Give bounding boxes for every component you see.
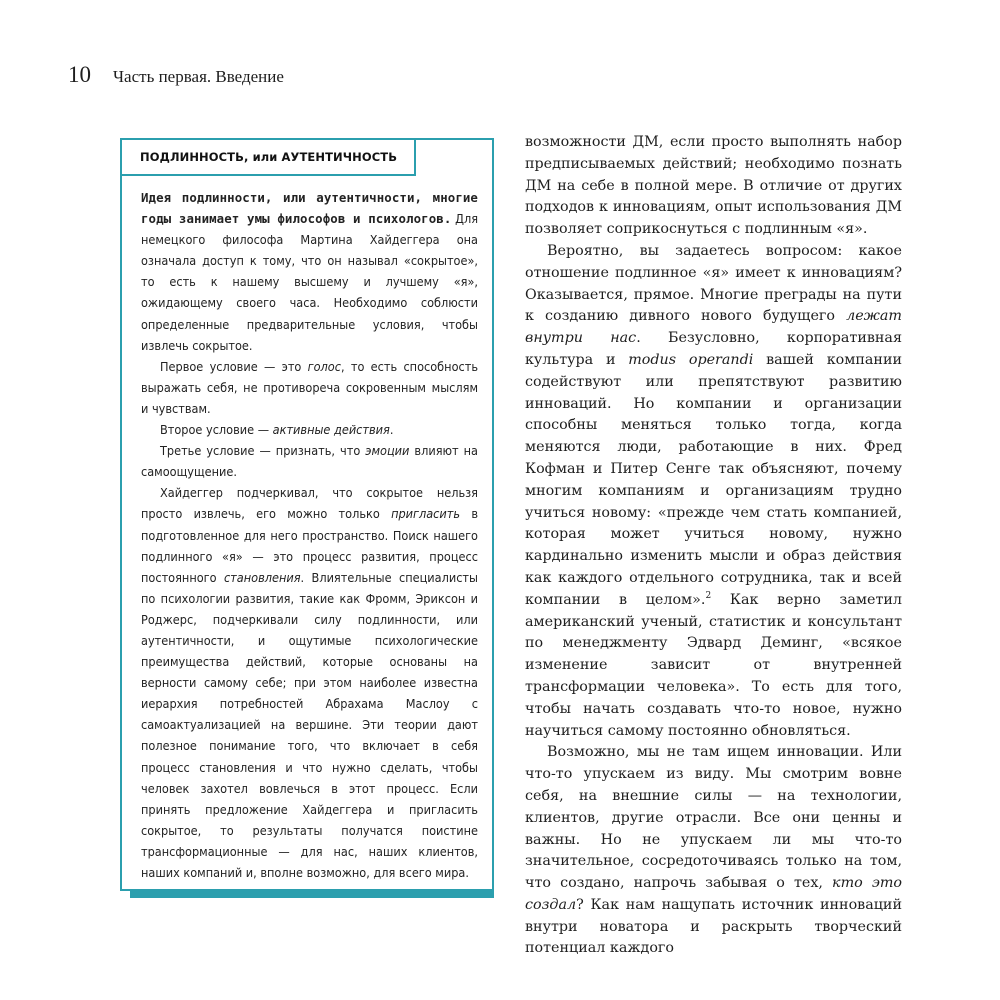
sidebar-emphasis: активные действия (272, 422, 390, 438)
body-emphasis: лежат внутри нас (525, 308, 902, 347)
sidebar-text (141, 187, 478, 883)
sidebar-text-run: Хайдеггер подчеркивал, что сокрытое нельзя просто извлечь, его можно только (141, 485, 478, 522)
body-text-run: . Безусловно, корпоративная культура и (525, 330, 902, 368)
sidebar-text-run: , то есть способность выражать себя, не противореча сокровенным мыслям и чувствам. (141, 358, 478, 416)
page-header (68, 62, 284, 88)
sidebar-text-run: Для немецкого философа Мартина Хайдеггера она означала доступ к тому, что он называл «сокрытое», то есть к нашему высшему и лучшему «я», ожидающему своего часа. Необходимо соблюсти определенные предварительные условия, чтобы извлечь сокрытое. (141, 211, 479, 353)
sidebar-text-run: . Влиятельные специалисты по психологии развития, такие как Фромм, Эриксон и Роджерс, подчеркивали силу подлинности, или аутентичности, и ощутимые психологические преимущества действий, которые основаны на верности самому себе; при этом наиболее известна иерархия потребностей Абрахама Маслоу с самоактуализацией на вершине. Эти теории дают полезное понимание того, что включает в себя процесс становления и что нужно сделать, чтобы человек захотел вовлечься в этот процесс. Если принять предложение Хайдеггера и пригласить сокрытое, то результаты получатся поистине трансформационные — для нас, наших клиентов, наших компаний и, вполне возможно, для всего мира. (141, 569, 478, 880)
sidebar-emphasis: эмоции (365, 443, 410, 459)
sidebar-emphasis: становления (223, 569, 301, 585)
body-text-run: Как верно заметил американский ученый, статистик и консультант по менеджменту Эдвард Деминг, «всякое изменение зависит от внутренней трансформации человека». То есть для того, чтобы начать создавать что-то новое, нужно научиться самому постоянно обновляться. (525, 591, 902, 739)
sidebar-paragraph (141, 482, 478, 883)
sidebar-paragraph (141, 356, 478, 419)
sidebar-paragraph (141, 440, 478, 482)
footnote-marker[interactable]: 2 (705, 590, 712, 601)
sidebar-text-run: Второе условие — (160, 422, 273, 438)
sidebar-text-run: Первое условие — это (160, 358, 308, 374)
body-emphasis: modus operandi (628, 351, 754, 368)
sidebar-title: ПОДЛИННОСТЬ, или АУТЕНТИЧНОСТЬ (120, 138, 416, 176)
sidebar-lead: Идея подлинности, или аутентичности, многие годы занимает умы философов и психологов. (141, 190, 478, 227)
sidebar-box (120, 138, 494, 891)
sidebar-paragraph (141, 187, 478, 356)
body-paragraph: возможности ДМ, если просто выполнять набор предписываемых действий; необходимо познать ДМ на себе в полной мере. В отличие от других подходов к инновациям, опыт использования ДМ позволяет соприкоснуться с подлинным «я». (525, 134, 902, 238)
body-text-run: Вероятно, вы задаетесь вопросом: какое отношение подлинное «я» имеет к инновациям? Оказывается, прямое. Многие преграды на пути к созданию дивного нового будущего (525, 242, 902, 325)
body-text-run: ? Как нам нащупать источник инноваций внутри новатора и раскрыть творческий потенциал каждого (525, 896, 902, 957)
body-paragraph (525, 742, 902, 960)
main-column (525, 132, 902, 960)
sidebar-text-run: . (389, 422, 394, 438)
sidebar-paragraph (141, 419, 478, 440)
body-text-run: вашей компании содействуют или препятствуют развитию инноваций. Но компании и организации способны меняться только тогда, когда меняются люди, работающие в них. Фред Кофман и Питер Сенге так объясняют, почему многим компаниям и организациям трудно учиться новому: «прежде чем стать компанией, которая может учиться новому, нужно кардинально изменить мысли и образ действия как каждого отдельного сотрудника, так и всей компании в целом». (525, 351, 902, 608)
body-text-run: Возможно, мы не там ищем инновации. Или что-то упускаем из виду. Мы смотрим вовне себя, на внешние силы — на технологии, клиентов, другие отрасли. Все они ценны и важны. Но не упускаем ли мы что-то значительное, сосредоточиваясь только на том, что создано, напрочь забывая о тех, (525, 744, 902, 892)
page-number: 10 (68, 62, 91, 87)
body-paragraph (525, 241, 902, 742)
sidebar-emphasis: голос (307, 358, 341, 374)
sidebar-text-run: в подготовленное для него пространство. Поиск нашего подлинного «я» — это процесс развития, процесс постоянного (141, 506, 479, 585)
sidebar-text-run: влияют на самоощущение. (141, 443, 479, 480)
sidebar-text-run: Третье условие — признать, что (160, 443, 366, 459)
body-emphasis: кто это создал (525, 875, 903, 913)
running-head: Часть первая. Введение (113, 67, 284, 86)
sidebar-emphasis: пригласить (391, 506, 461, 522)
